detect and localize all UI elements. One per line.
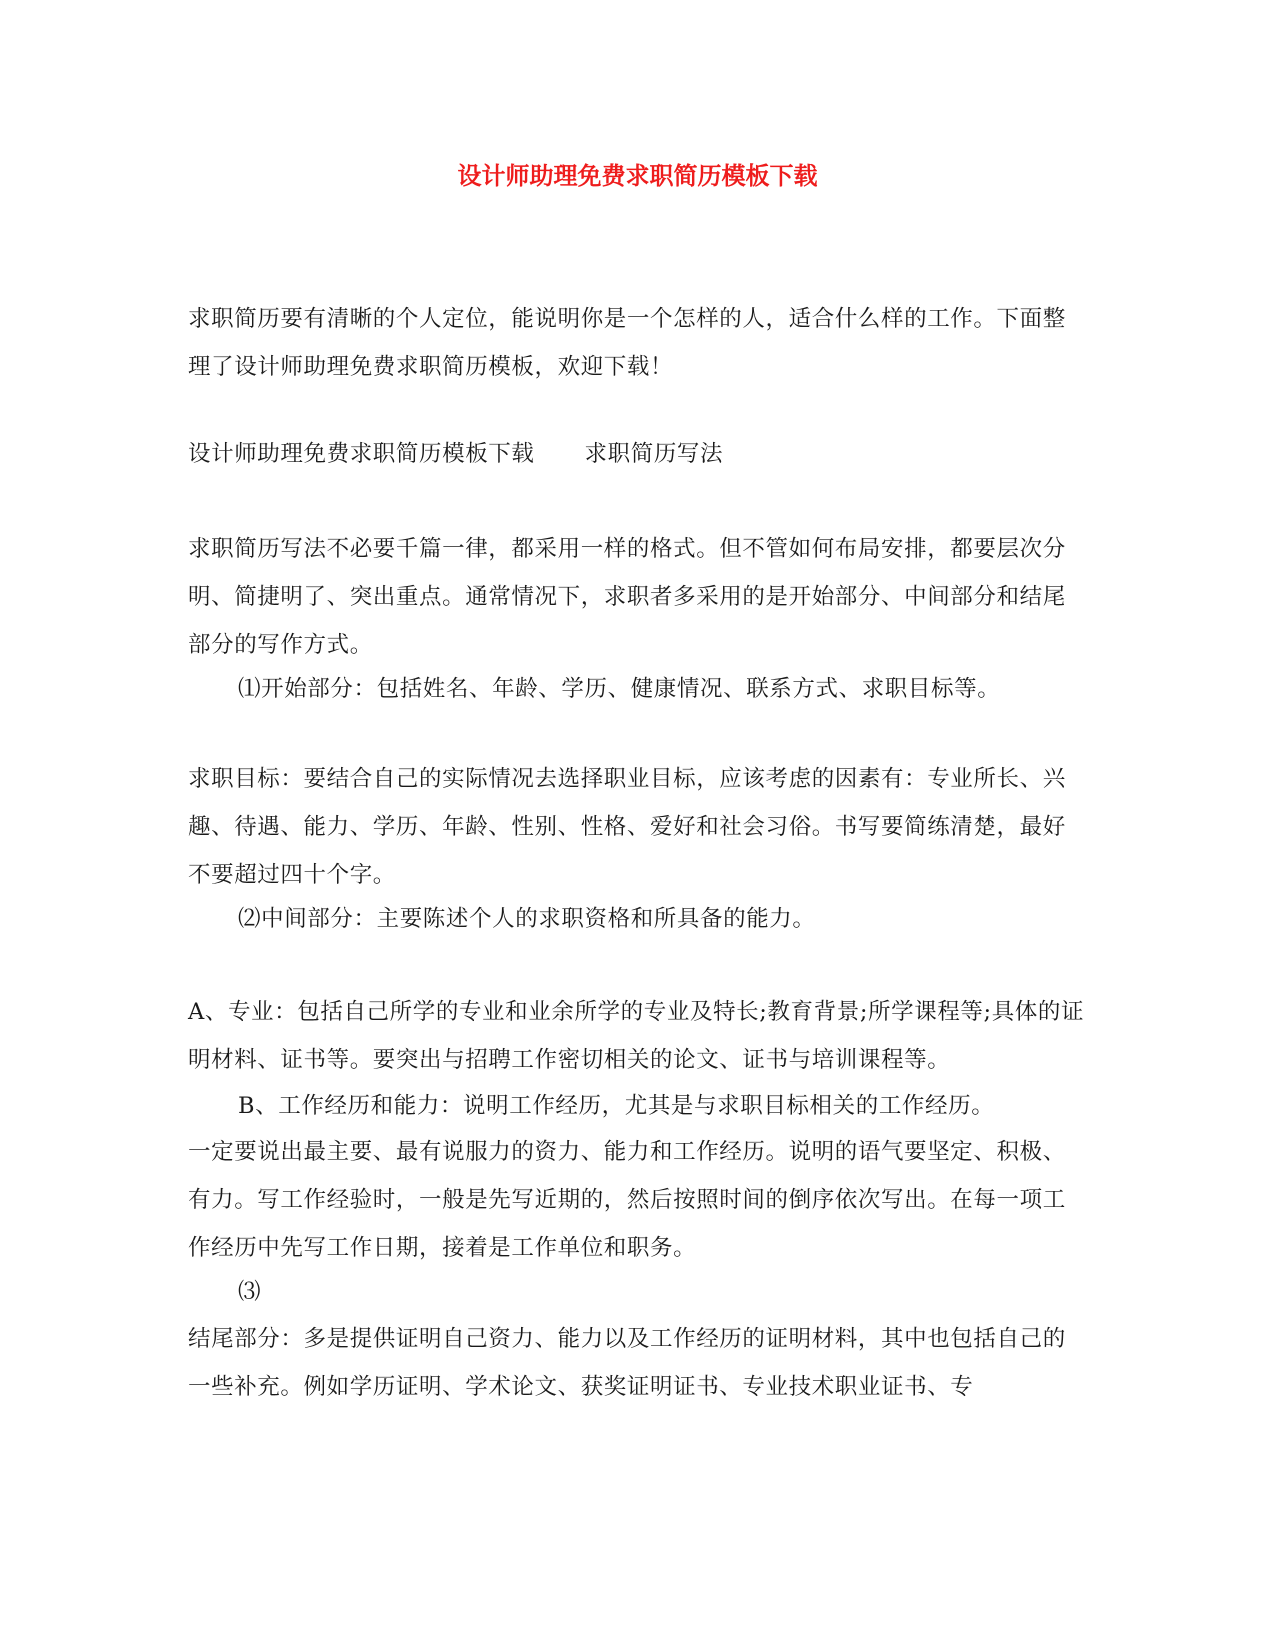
subheading bbox=[188, 430, 1088, 478]
subheading-left: 设计师助理免费求职简历模板下载 bbox=[188, 441, 535, 467]
intro-paragraph: 求职简历要有清晰的个人定位，能说明你是一个怎样的人，适合什么样的工作。下面整理了设计师助理免费求职简历模板，欢迎下载！ bbox=[188, 306, 1066, 380]
paragraph-middle-section: ⑵中间部分：主要陈述个人的求职资格和所具备的能力。 bbox=[238, 906, 816, 932]
paragraph-closing-marker: ⑶ bbox=[238, 1279, 262, 1305]
paragraph-career-goal: 求职目标：要结合自己的实际情况去选择职业目标，应该考虑的因素有：专业所长、兴趣、待遇、能力、学历、年龄、性别、性格、爱好和社会习俗。书写要简练清楚，最好不要超过四十个字。 bbox=[188, 766, 1066, 888]
paragraph-opening-section: ⑴开始部分：包括姓名、年龄、学历、健康情况、联系方式、求职目标等。 bbox=[238, 676, 1001, 702]
paragraph-format-overview: 求职简历写法不必要千篇一律，都采用一样的格式。但不管如何布局安排，都要层次分明、简捷明了、突出重点。通常情况下，求职者多采用的是开始部分、中间部分和结尾部分的写作方式。 bbox=[188, 536, 1066, 658]
paragraph-work-experience: B、工作经历和能力：说明工作经历，尤其是与求职目标相关的工作经历。 bbox=[238, 1093, 995, 1119]
document-title: 设计师助理免费求职简历模板下载 bbox=[457, 162, 818, 190]
paragraph-work-details: 一定要说出最主要、最有说服力的资力、能力和工作经历。说明的语气要坚定、积极、有力。写工作经验时，一般是先写近期的，然后按照时间的倒序依次写出。在每一项工作经历中先写工作日期，接着是工作单位和职务。 bbox=[188, 1139, 1066, 1261]
subheading-right: 求职简历写法 bbox=[584, 441, 724, 467]
paragraph-closing-section: 结尾部分：多是提供证明自己资力、能力以及工作经历的证明材料，其中也包括自己的一些补充。例如学历证明、学术论文、获奖证明证书、专业技术职业证书、专 bbox=[188, 1326, 1066, 1400]
paragraph-major: A、专业：包括自己所学的专业和业余所学的专业及特长;教育背景;所学课程等;具体的证明材料、证书等。要突出与招聘工作密切相关的论文、证书与培训课程等。 bbox=[188, 999, 1085, 1073]
